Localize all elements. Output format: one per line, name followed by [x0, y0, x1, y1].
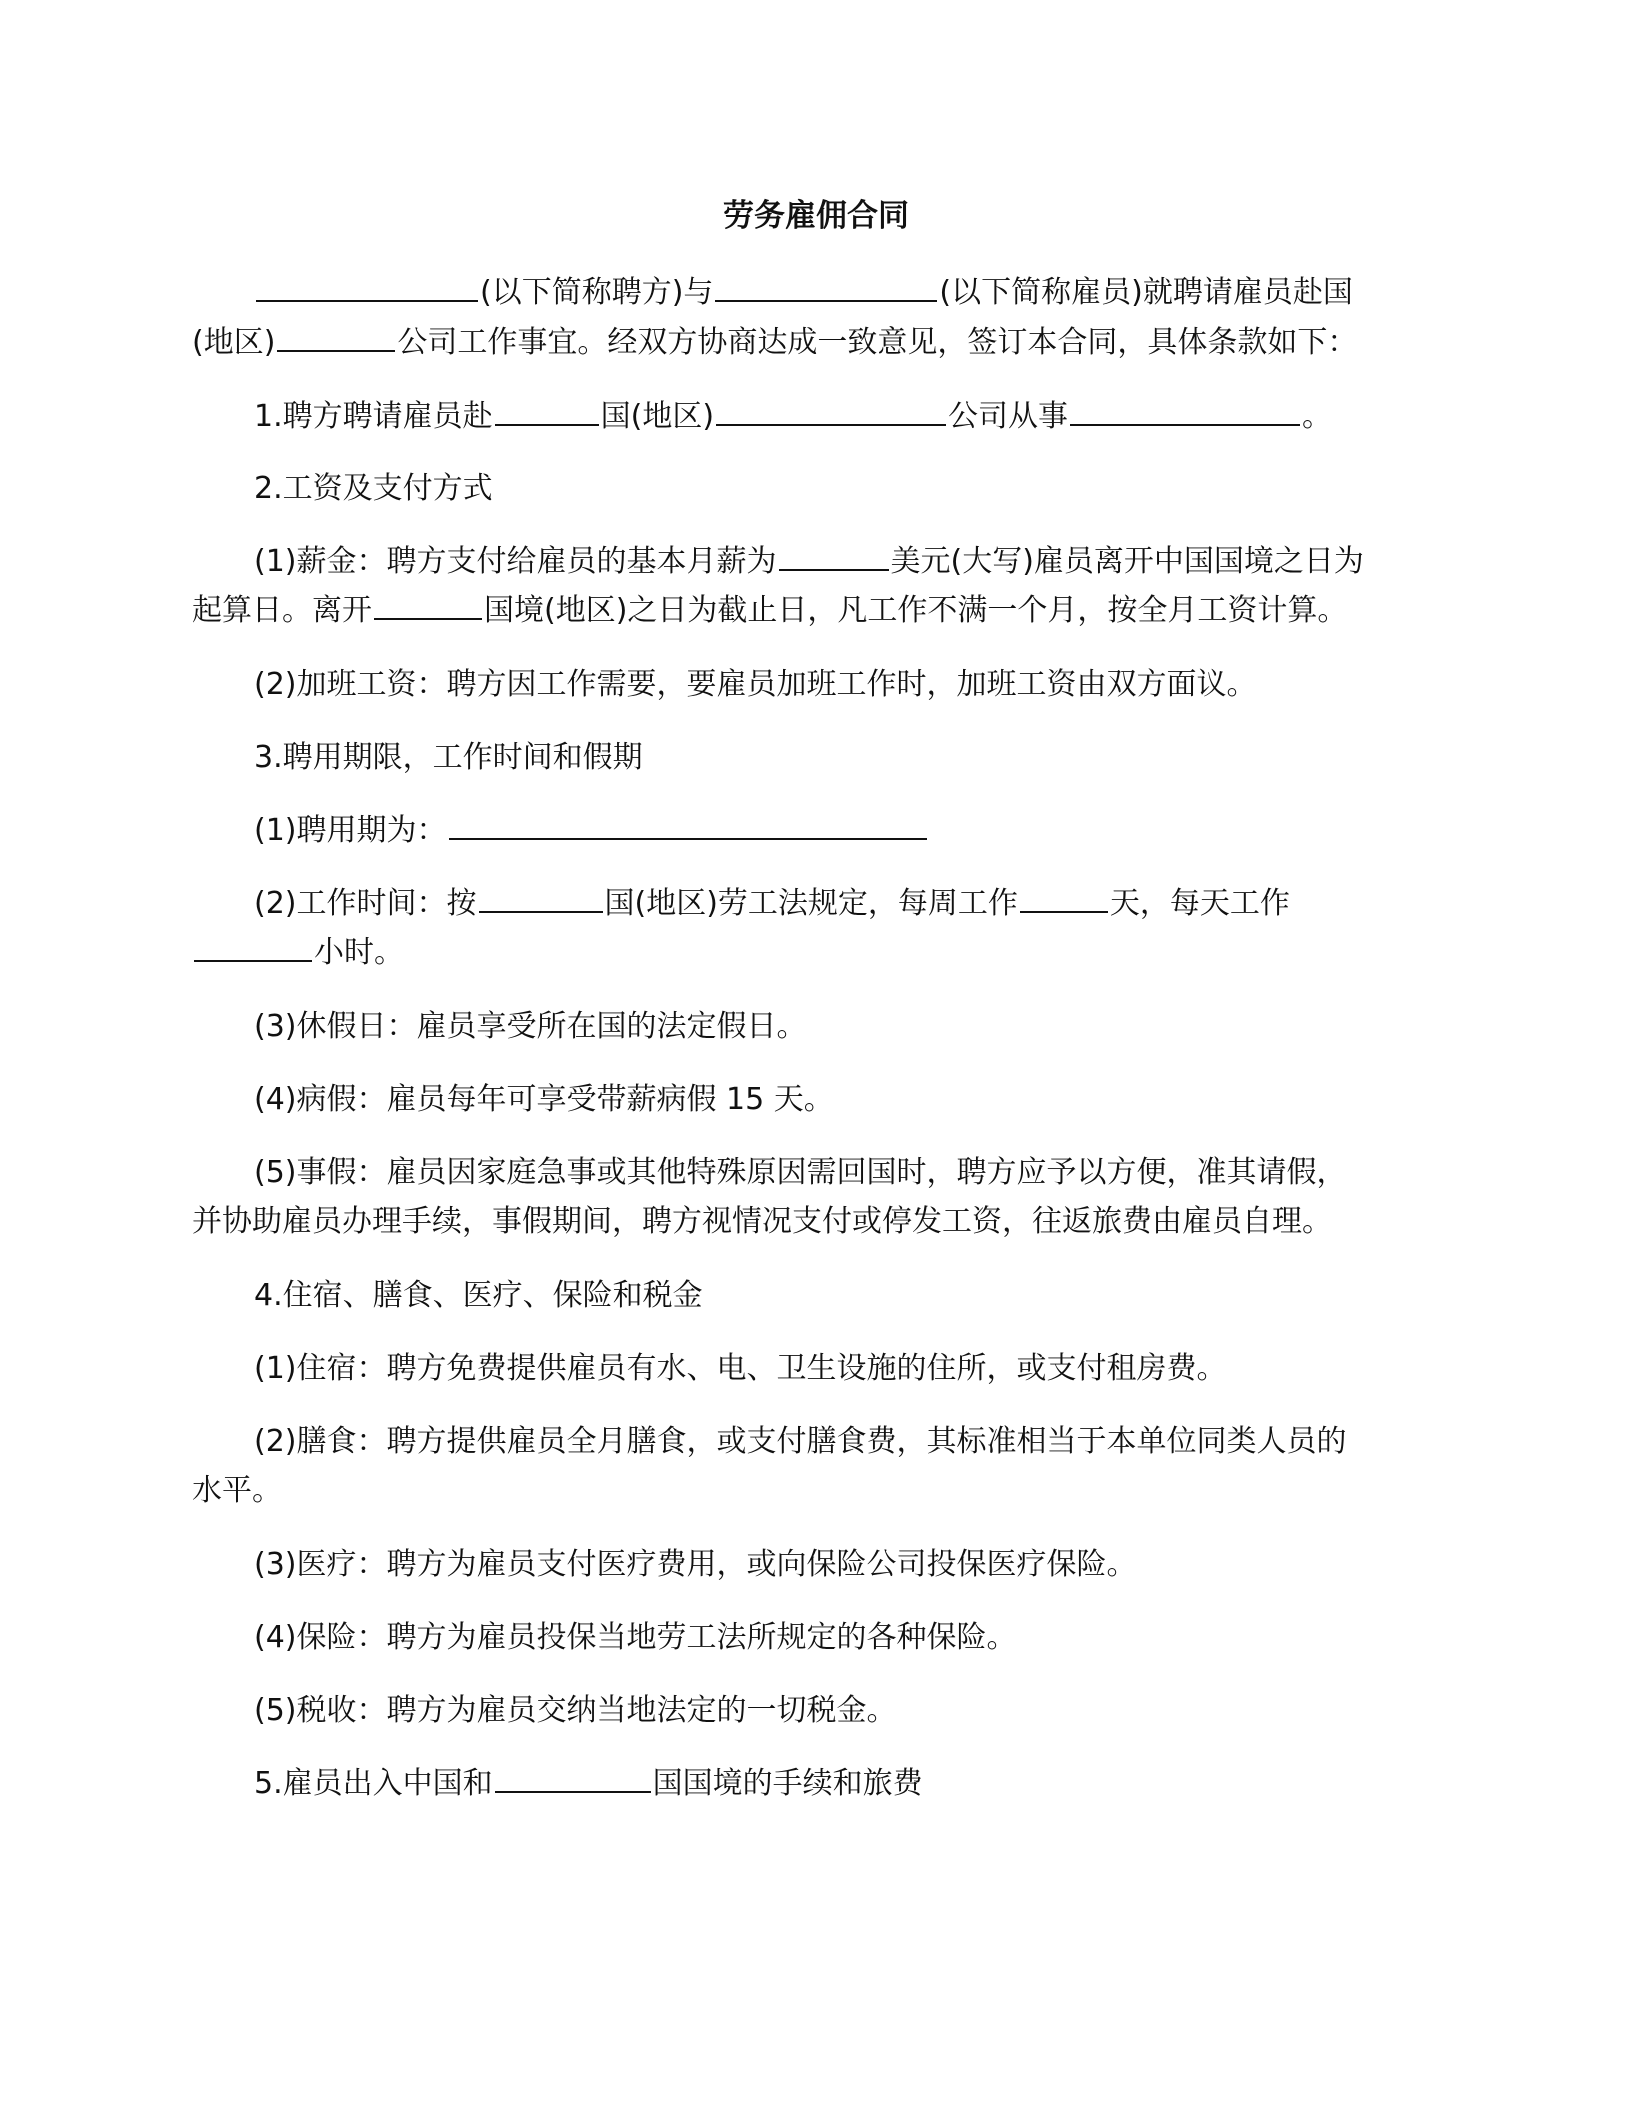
- employer-name-blank[interactable]: [256, 270, 478, 302]
- job-blank[interactable]: [1070, 394, 1300, 426]
- item-4-1: (1)住宿：聘方免费提供雇员有水、电、卫生设施的住所，或支付租房费。: [254, 1351, 1227, 1386]
- item-3-5-line-1: (5)事假：雇员因家庭急事或其他特殊原因需回国时，聘方应予以方便，准其请假，: [254, 1155, 1347, 1190]
- departure-country-blank[interactable]: [374, 588, 482, 620]
- item-2-2: (2)加班工资：聘方因工作需要，要雇员加班工作时，加班工资由双方面议。: [254, 667, 1257, 702]
- item-3-5-line-2: 并协助雇员办理手续，事假期间，聘方视情况支付或停发工资，往返旅费由雇员自理。: [192, 1204, 1332, 1239]
- item-3-1: (1)聘用期为：: [254, 806, 1524, 855]
- document-title: 劳务雇佣合同: [723, 198, 909, 234]
- destination-country-blank[interactable]: [495, 1761, 651, 1793]
- region-blank[interactable]: [277, 320, 395, 352]
- item-2-1-line-1: (1)薪金：聘方支付给雇员的基本月薪为 美元(大写)雇员离开中国国境之日为: [254, 537, 1524, 586]
- intro-line-2: (地区) 公司工作事宜。经双方协商达成一致意见，签订本合同，具体条款如下：: [192, 318, 1462, 367]
- item-3-3: (3)休假日：雇员享受所在国的法定假日。: [254, 1009, 807, 1044]
- days-per-week-blank[interactable]: [1020, 881, 1108, 913]
- item-5: 5.雇员出入中国和 国国境的手续和旅费: [254, 1759, 1524, 1808]
- item-4-4: (4)保险：聘方为雇员投保当地劳工法所规定的各种保险。: [254, 1620, 1017, 1655]
- item-3-2-line-1: (2)工作时间：按 国(地区)劳工法规定，每周工作 天，每天工作: [254, 879, 1524, 928]
- item-3-heading: 3.聘用期限，工作时间和假期: [254, 740, 643, 775]
- hours-per-day-blank[interactable]: [194, 930, 312, 962]
- item-4-2-line-1: (2)膳食：聘方提供雇员全月膳食，或支付膳食费，其标准相当于本单位同类人员的: [254, 1424, 1347, 1459]
- salary-blank[interactable]: [779, 539, 889, 571]
- item-4-heading: 4.住宿、膳食、医疗、保险和税金: [254, 1278, 703, 1313]
- labor-law-country-blank[interactable]: [479, 881, 603, 913]
- item-2-1-line-2: 起算日。离开 国境(地区)之日为截止日，凡工作不满一个月，按全月工资计算。: [192, 586, 1462, 635]
- employment-period-blank[interactable]: [449, 808, 927, 840]
- item-2-heading: 2.工资及支付方式: [254, 471, 493, 506]
- company-blank[interactable]: [716, 394, 946, 426]
- country-blank[interactable]: [495, 394, 599, 426]
- intro-line-1: (以下简称聘方)与 (以下简称雇员)就聘请雇员赴国: [254, 268, 1524, 317]
- employee-name-blank[interactable]: [715, 270, 937, 302]
- item-3-2-line-2: 小时。: [192, 928, 1462, 977]
- item-4-3: (3)医疗：聘方为雇员支付医疗费用，或向保险公司投保医疗保险。: [254, 1547, 1137, 1582]
- item-3-4: (4)病假：雇员每年可享受带薪病假 15 天。: [254, 1082, 834, 1117]
- item-4-2-line-2: 水平。: [192, 1473, 282, 1508]
- item-4-5: (5)税收：聘方为雇员交纳当地法定的一切税金。: [254, 1693, 897, 1728]
- item-1: 1.聘方聘请雇员赴 国(地区) 公司从事 。: [254, 392, 1524, 441]
